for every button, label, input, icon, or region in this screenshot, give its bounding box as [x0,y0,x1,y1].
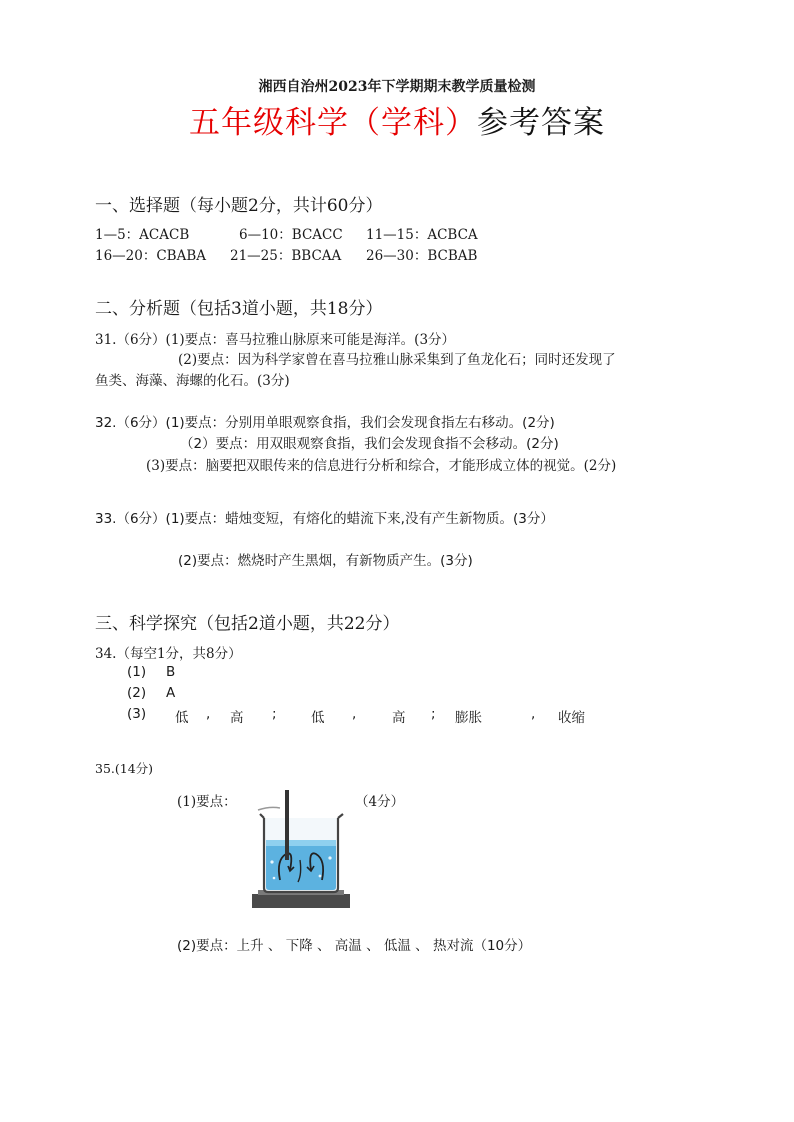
q35-part2: (2)要点：上升 、 下降 、 高温 、 低温 、 热对流（10分） [177,938,532,954]
convection-beaker-figure [250,790,352,910]
q34-separator: , [352,706,357,722]
q34-separator: ; [272,706,277,722]
q34-separator: ; [431,706,436,722]
q31-line2: (2)要点：因为科学家曾在喜马拉雅山脉采集到了鱼龙化石；同时还发现了 [178,352,616,368]
q34-blank: 低 [175,710,189,726]
q34-answer-number: (3) [127,706,147,722]
q33-line2: (2)要点：燃烧时产生黑烟，有新物质产生。(3分) [178,553,473,569]
title-red-part: 五年级科学（学科） [189,105,477,141]
answer-group: 6—10：BCACC [239,227,343,243]
q33-line1: 33.（6分）(1)要点：蜡烛变短，有熔化的蜡流下来,没有产生新物质。(3分） [95,511,554,527]
exam-subtitle: 湘西自治州2023年下学期期末教学质量检测 [258,79,536,95]
q34-blank: 收缩 [558,710,585,726]
q34-blank: 低 [311,710,325,726]
q31-line1: 31.（6分）(1)要点：喜马拉雅山脉原来可能是海洋。(3分） [95,332,456,348]
q34-answer-number: (1) [127,664,147,680]
answer-group: 11—15：ACBCA [366,227,478,243]
section-heading-choice: 一、选择题（每小题2分，共计60分） [95,196,383,216]
q34-answer: A [166,685,176,701]
q35-part1-label: (1)要点： [177,794,237,810]
q31-line3: 鱼类、海藻、海螺的化石。(3分) [95,373,290,389]
q34-header: 34.（每空1分，共8分） [95,646,242,662]
q34-blank: 高 [392,710,406,726]
stirring-rod [285,790,289,860]
q35-part1-score: （4分） [355,794,405,810]
title-black-part: 参考答案 [477,105,605,141]
section-heading-inquiry: 三、科学探究（包括2道小题，共22分） [95,614,400,634]
answer-group: 26—30：BCBAB [366,248,478,264]
q34-answer-number: (2) [127,685,147,701]
q32-line2: （2）要点：用双眼观察食指，我们会发现食指不会移动。(2分) [180,436,559,452]
q34-blank: 高 [230,710,244,726]
section-heading-analysis: 二、分析题（包括3道小题，共18分） [95,299,383,319]
heating-plate [252,894,350,908]
q32-line1: 32.（6分）(1)要点：分别用单眼观察食指，我们会发现食指左右移动。(2分) [95,415,555,431]
q34-blank: 膨胀 [455,710,482,726]
q35-header: 35.(14分) [95,761,154,776]
q34-answer: B [166,664,176,680]
q32-line3: (3)要点：脑要把双眼传来的信息进行分析和综合，才能形成立体的视觉。(2分) [146,458,617,474]
answer-group: 16—20：CBABA [95,248,207,264]
answer-group: 21—25：BBCAA [230,248,342,264]
q34-separator: , [531,706,536,722]
answer-group: 1—5：ACACB [95,227,190,243]
page-title [0,97,794,142]
q34-separator: , [206,706,211,722]
